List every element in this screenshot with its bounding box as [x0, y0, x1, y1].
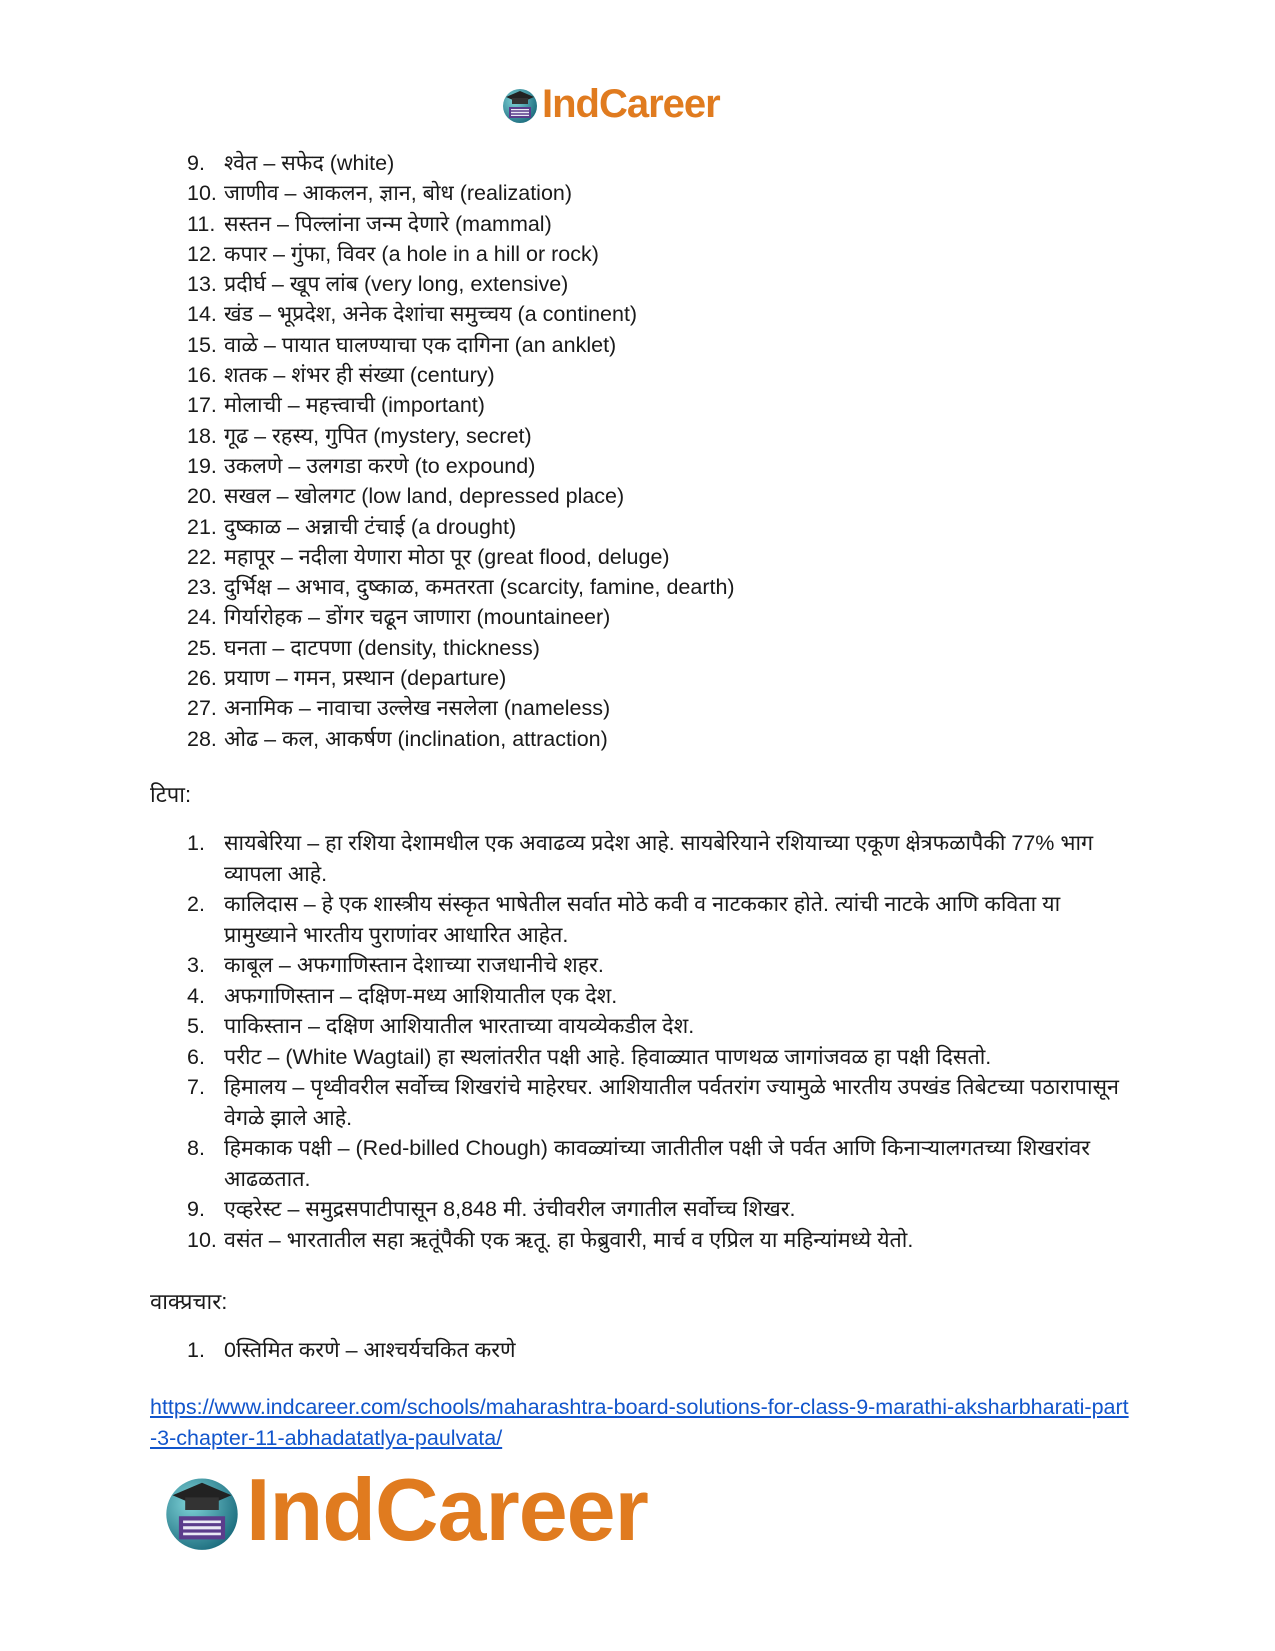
note-item-text: हिमालय – पृथ्वीवरील सर्वोच्च शिखरांचे माहेरघर. आशियातील पर्वतरांग ज्यामुळे भारतीय उपखंड तिबेटच्या पठारापासून वेगळे झाले आहे. [224, 1075, 1119, 1130]
note-item [187, 1042, 1137, 1073]
note-item-text: काबूल – अफगाणिस्तान देशाच्या राजधानीचे शहर. [224, 953, 604, 977]
glossary-item [187, 663, 735, 693]
logo-wordmark: IndCareer [246, 1460, 648, 1559]
glossary-item-text: सस्तन – पिल्लांना जन्म देणारे (mammal) [224, 211, 552, 236]
note-item-number: 3. [187, 953, 205, 977]
phrase-item-number: 1. [187, 1338, 205, 1362]
note-item-text: कालिदास – हे एक शास्त्रीय संस्कृत भाषेतील सर्वात मोठे कवी व नाटककार होते. त्यांची नाटके आणि कविता या प्रामुख्याने भारतीय पुराणांवर आधारित आहेत. [224, 892, 1061, 947]
indcareer-logo-header [500, 80, 720, 128]
phrase-item [187, 1335, 516, 1365]
glossary-item [187, 421, 735, 451]
glossary-item-number: 18. [187, 423, 217, 448]
graduation-cap-globe-icon [160, 1468, 244, 1552]
note-item-number: 1. [187, 831, 205, 855]
phrases-list [187, 1335, 516, 1365]
glossary-item-text: महापूर – नदीला येणारा मोठा पूर (great flood, deluge) [224, 544, 670, 569]
note-item-number: 10. [187, 1227, 217, 1252]
phrase-item-text: 0स्तिमित करणे – आश्चर्यचकित करणे [224, 1338, 516, 1362]
note-item-text: हिमकाक पक्षी – (Red-billed Chough) कावळ्यांच्या जातीतील पक्षी जे पर्वत आणि किनाऱ्यालगतच्या शिखरांवर आढळतात. [224, 1136, 1091, 1191]
note-item-number: 4. [187, 983, 205, 1008]
glossary-item-number: 10. [187, 181, 217, 206]
glossary-item-number: 28. [187, 726, 217, 751]
note-item-text: अफगाणिस्तान – दक्षिण-मध्य आशियातील एक देश. [224, 983, 618, 1008]
glossary-item [187, 239, 735, 269]
glossary-item-number: 20. [187, 484, 217, 509]
note-item-number: 7. [187, 1075, 205, 1099]
note-item-number: 2. [187, 892, 205, 916]
note-item [187, 1072, 1137, 1133]
glossary-item-text: अनामिक – नावाचा उल्लेख नसलेला (nameless) [224, 696, 611, 721]
glossary-item [187, 330, 735, 360]
glossary-item-number: 15. [187, 332, 217, 357]
glossary-item-number: 12. [187, 241, 217, 266]
glossary-item [187, 360, 735, 390]
glossary-item-number: 13. [187, 272, 217, 297]
glossary-item-text: जाणीव – आकलन, ज्ञान, बोध (realization) [224, 181, 573, 206]
glossary-item [187, 390, 735, 420]
glossary-item [187, 633, 735, 663]
glossary-item-text: घनता – दाटपणा (density, thickness) [224, 635, 540, 660]
note-item-number: 5. [187, 1014, 205, 1038]
glossary-item-number: 22. [187, 544, 217, 569]
phrases-heading: वाक्प्रचार: [150, 1289, 228, 1314]
glossary-item [187, 572, 735, 602]
glossary-item-text: श्वेत – सफेद (white) [224, 151, 395, 175]
glossary-item-text: कपार – गुंफा, विवर (a hole in a hill or rock) [224, 241, 599, 266]
note-item-text: सायबेरिया – हा रशिया देशामधील एक अवाढव्य प्रदेश आहे. सायबेरियाने रशियाच्या एकूण क्षेत्रफळापैकी 77% भाग व्यापला आहे. [224, 831, 1094, 886]
note-item-number: 9. [187, 1197, 205, 1221]
note-item [187, 1133, 1137, 1194]
glossary-item-text: शतक – शंभर ही संख्या (century) [224, 363, 495, 388]
glossary-item-number: 17. [187, 393, 217, 418]
glossary-item [187, 693, 735, 723]
glossary-item-text: गिर्यारोहक – डोंगर चढून जाणारा (mountaineer) [224, 605, 611, 630]
glossary-item-number: 25. [187, 635, 217, 660]
glossary-item [187, 148, 735, 178]
glossary-item-number: 23. [187, 575, 217, 600]
note-item-text: पाकिस्तान – दक्षिण आशियातील भारताच्या वायव्येकडील देश. [224, 1014, 695, 1038]
glossary-item-text: प्रयाण – गमन, प्रस्थान (departure) [224, 666, 507, 691]
glossary-item-number: 14. [187, 302, 217, 327]
glossary-item-number: 21. [187, 514, 217, 539]
glossary-item [187, 542, 735, 572]
glossary-item-text: प्रदीर्घ – खूप लांब (very long, extensive) [224, 272, 569, 297]
glossary-item-number: 11. [187, 211, 216, 236]
note-item [187, 828, 1137, 889]
logo-wordmark: IndCareer [542, 81, 720, 126]
glossary-item-text: दुर्भिक्ष – अभाव, दुष्काळ, कमतरता (scarcity, famine, dearth) [224, 575, 735, 600]
source-link[interactable]: https://www.indcareer.com/schools/maharashtra-board-solutions-for-class-9-marathi-aksharbharati-part-3-chapter-11-abhadatatlya-paulvata/ [150, 1395, 1129, 1450]
glossary-item-text: मोलाची – महत्त्वाची (important) [224, 393, 485, 418]
glossary-item-number: 27. [187, 696, 217, 721]
glossary-item-number: 16. [187, 363, 217, 388]
glossary-item-number: 19. [187, 453, 217, 478]
glossary-item-text: खंड – भूप्रदेश, अनेक देशांचा समुच्चय (a continent) [224, 302, 638, 327]
glossary-item [187, 209, 735, 239]
note-item-text: वसंत – भारतातील सहा ऋतूंपैकी एक ऋतू. हा फेब्रुवारी, मार्च व एप्रिल या महिन्यांमध्ये येतो. [224, 1227, 914, 1252]
glossary-item [187, 299, 735, 329]
glossary-item [187, 178, 735, 208]
glossary-item-number: 24. [187, 605, 217, 630]
glossary-item-number: 9. [187, 151, 205, 175]
notes-heading: टिपा: [150, 782, 192, 807]
note-item [187, 1194, 1137, 1225]
glossary-item-text: दुष्काळ – अन्नाची टंचाई (a drought) [224, 514, 517, 539]
note-item [187, 1225, 1137, 1256]
glossary-item [187, 602, 735, 632]
glossary-list [187, 148, 735, 754]
note-item-number: 6. [187, 1044, 205, 1069]
note-item [187, 1011, 1137, 1042]
graduation-cap-globe-icon [500, 84, 540, 124]
note-item-text: परीट – (White Wagtail) हा स्थलांतरीत पक्षी आहे. हिवाळ्यात पाणथळ जागांजवळ हा पक्षी दिसतो. [224, 1044, 992, 1069]
glossary-item [187, 481, 735, 511]
note-item-text: एव्हरेस्ट – समुद्रसपाटीपासून 8,848 मी. उंचीवरील जगातील सर्वोच्च शिखर. [224, 1197, 796, 1221]
glossary-item-text: सखल – खोलगट (low land, depressed place) [224, 484, 625, 509]
note-item [187, 981, 1137, 1012]
note-item [187, 889, 1137, 950]
note-item-number: 8. [187, 1136, 205, 1160]
glossary-item [187, 724, 735, 754]
glossary-item [187, 269, 735, 299]
notes-list [187, 828, 1137, 1255]
glossary-item-text: ओढ – कल, आकर्षण (inclination, attraction) [224, 726, 608, 751]
glossary-item [187, 512, 735, 542]
glossary-item [187, 451, 735, 481]
indcareer-logo-footer [160, 1460, 648, 1560]
glossary-item-text: गूढ – रहस्य, गुपित (mystery, secret) [224, 423, 532, 448]
glossary-item-number: 26. [187, 666, 217, 691]
glossary-item-text: वाळे – पायात घालण्याचा एक दागिना (an anklet) [224, 332, 617, 357]
glossary-item-text: उकलणे – उलगडा करणे (to expound) [224, 453, 536, 478]
note-item [187, 950, 1137, 981]
